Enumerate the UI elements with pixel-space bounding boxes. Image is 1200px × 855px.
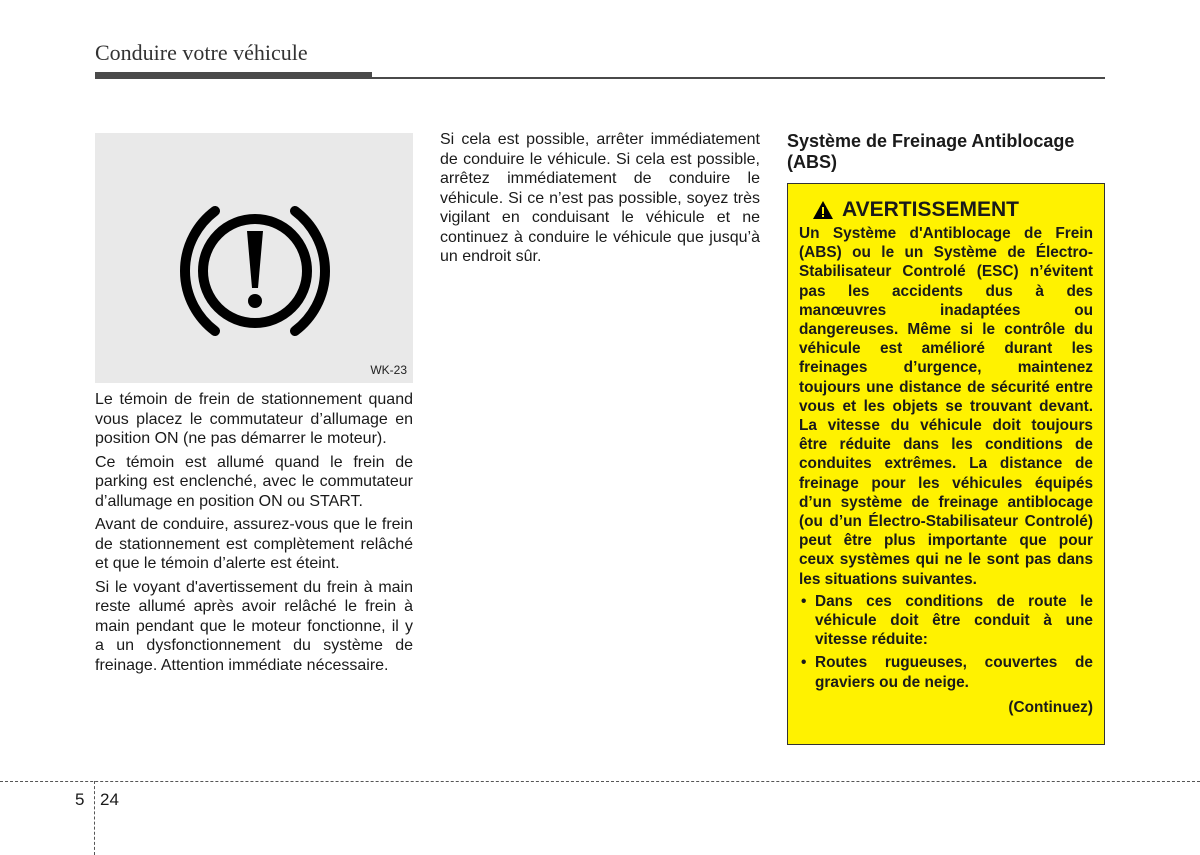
page-number: 24 — [100, 790, 119, 809]
warning-box — [787, 183, 1105, 745]
list-item: • Dans ces conditions de route le véhicule doit être conduit à une vitesse réduite: — [799, 592, 1093, 650]
chapter-number: 5 — [75, 790, 85, 809]
paragraph: Ce témoin est allumé quand le frein de parking est enclenché, avec le commutateur d’allumage en position ON ou START. — [95, 453, 413, 510]
paragraph: Si le voyant d'avertissement du frein à main reste allumé après avoir relâché le frein à main pendant que le moteur fonctionne, il y a un dysfonctionnement du système de freinage. Attention immédiate nécessaire. — [95, 578, 413, 674]
warning-triangle-icon — [812, 200, 834, 220]
header-rule — [372, 77, 1105, 79]
footer-divider — [94, 781, 95, 855]
section-title: Système de Freinage Antiblocage (ABS) — [787, 131, 1075, 172]
list-item: • Routes rugueuses, couvertes de graviers ou de neige. — [799, 653, 1093, 691]
parking-brake-warning-icon — [95, 133, 413, 383]
parking-brake-figure — [95, 133, 413, 383]
footer-rule — [0, 781, 1200, 782]
warning-heading-text: AVERTISSEMENT — [842, 198, 1019, 221]
warning-body: Un Système d'Antiblocage de Frein (ABS) ou le un Système de Électro-Stabilisateur Controlé (ESC) n’évitent pas les accidents dus à des manœuvres inadaptées ou dangereuses. Même si le contrôle du véhicule est amélioré durant les freinages d’urgence, maintenez toujours une distance de sécurité entre vous et les objets se trouvant devant. La vitesse du véhicule doit toujours être réduite dans les conditions de conduites extrêmes. La distance de freinage pour les véhicules équipés d’un système de freinage antiblocage (ou d’un Électro-Stabilisateur Controlé) peut être plus importante que pour ceux systèmes qui ne le sont pas dans les situations suivantes. — [799, 225, 1093, 588]
header-accent-bar — [95, 72, 372, 79]
column-left — [95, 390, 413, 679]
page-header-title: Conduire votre véhicule — [95, 40, 308, 65]
warning-bullet-list — [799, 592, 1093, 692]
paragraph: Avant de conduire, assurez-vous que le frein de stationnement est complètement relâché et que le témoin d’alerte est éteint. — [95, 516, 413, 572]
paragraph: Le témoin de frein de stationnement quand vous placez le commutateur d’allumage en position ON (ne pas démarrer le moteur). — [95, 391, 413, 447]
paragraph: Si cela est possible, arrêter immédiatement de conduire le véhicule. Si cela est possible, arrêtez immédiatement de conduire le véhicule. Si ce n’est pas possible, soyez très vigilant en conduisant le véhicule et ne continuez à conduire le véhicule que jusqu’à un endroit sûr. — [440, 131, 760, 265]
column-middle — [440, 130, 760, 271]
warning-heading — [812, 198, 1093, 222]
figure-caption: WK-23 — [370, 363, 407, 377]
continue-label: (Continuez) — [1008, 698, 1093, 716]
